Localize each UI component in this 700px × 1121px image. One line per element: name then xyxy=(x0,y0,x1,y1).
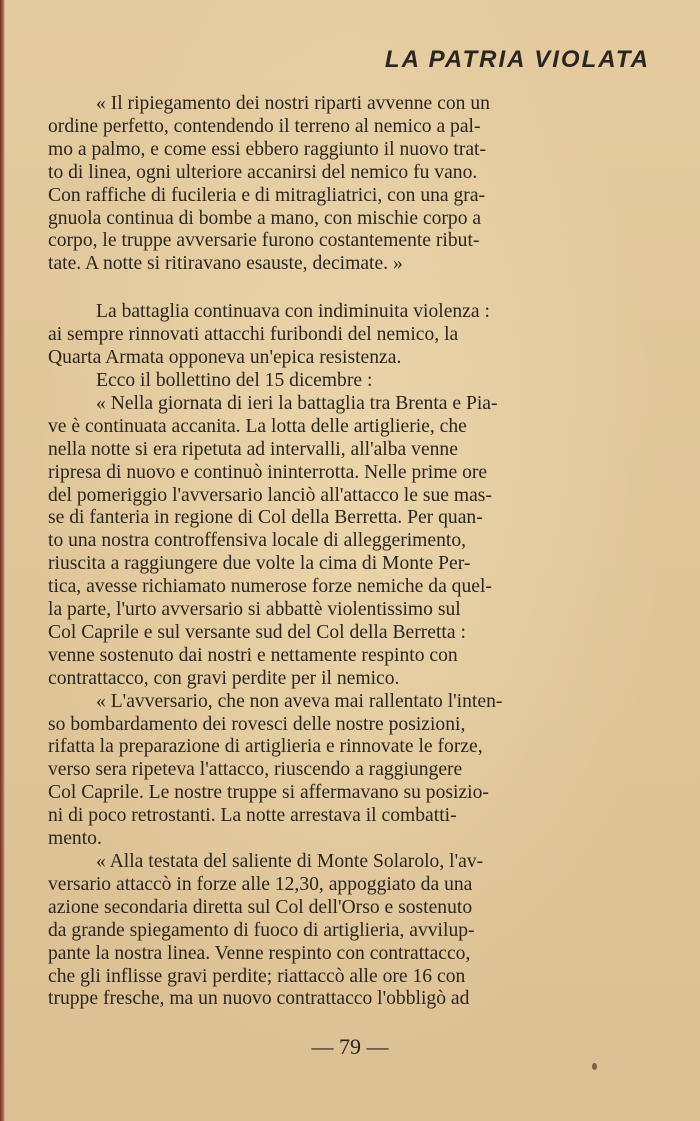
text-line: Col Caprile. Le nostre truppe si affermavano su posizio- xyxy=(48,782,489,804)
paragraph xyxy=(48,851,650,1011)
text-line: « Il ripiegamento dei nostri riparti avvenne con un xyxy=(96,93,490,114)
text-line: tica, avesse richiamato numerose forze nemiche da quel- xyxy=(48,576,492,598)
text-line: la parte, l'urto avversario si abbattè violentissimo sul xyxy=(48,599,461,621)
text-line: truppe fresche, ma un nuovo contrattacco l'obbligò ad xyxy=(48,988,470,1010)
text-line: azione secondaria diretta sul Col dell'Orso e sostenuto xyxy=(48,896,473,918)
binding-edge xyxy=(0,0,5,1121)
text-line: ordine perfetto, contendendo il terreno al nemico a pal- xyxy=(48,115,481,137)
text-line: mo a palmo, e come essi ebbero raggiunto il nuovo trat- xyxy=(48,138,487,160)
text-line: Col Caprile e sul versante sud del Col della Berretta : xyxy=(48,621,466,643)
running-head: LA PATRIA VIOLATA xyxy=(384,46,650,73)
text-line: ni di poco retrostanti. La notte arrestava il combatti- xyxy=(48,805,457,827)
text-line: « L'avversario, che non aveva mai rallentato l'inten- xyxy=(96,690,503,712)
text-line: riuscita a raggiungere due volte la cima di Monte Per- xyxy=(48,553,471,575)
text-line: tate. A notte si ritiravano esauste, decimate. » xyxy=(48,253,403,275)
text-line: del pomeriggio l'avversario lanciò all'attacco le sue mas- xyxy=(48,484,492,506)
text-line: to di linea, ogni ulteriore accanirsi del nemico fu vano. xyxy=(48,161,478,183)
text-line: verso sera ripeteva l'attacco, riuscendo a raggiungere xyxy=(48,759,463,781)
text-line: nella notte si era ripetuta ad intervalli, all'alba venne xyxy=(48,438,458,460)
text-line: versario attaccò in forze alle 12,30, appoggiato da una xyxy=(48,873,473,895)
text-line: ve è continuata accanita. La lotta delle artiglierie, che xyxy=(48,415,467,437)
text-line: mento. xyxy=(48,828,102,850)
text-line: ripresa di nuovo e continuò ininterrotta. Nelle prime ore xyxy=(48,461,488,483)
paper-speck xyxy=(592,1063,597,1070)
text-line: rifatta la preparazione di artiglieria e rinnovate le forze, xyxy=(48,736,483,758)
text-line: gnuola continua di bombe a mano, con mischie corpo a xyxy=(48,207,482,229)
text-line: « Alla testata del saliente di Monte Solarolo, l'av- xyxy=(96,851,484,872)
paragraph xyxy=(48,393,650,691)
text-line: corpo, le truppe avversarie furono costantemente ribut- xyxy=(48,230,480,252)
text-line: Con raffiche di fucileria e di mitragliatrici, con una gra- xyxy=(48,184,486,206)
paragraph xyxy=(48,301,650,370)
body-text xyxy=(48,93,650,1011)
text-line: se di fanteria in regione di Col della Berretta. Per quan- xyxy=(48,507,483,529)
text-line: pante la nostra linea. Venne respinto con contrattacco, xyxy=(48,942,471,964)
text-line: La battaglia continuava con indiminuita violenza : xyxy=(96,301,490,323)
text-line: Quarta Armata opponeva un'epica resistenza. xyxy=(48,347,402,369)
text-line: Ecco il bollettino del 15 dicembre : xyxy=(96,369,373,391)
text-line: contrattacco, con gravi perdite per il nemico. xyxy=(48,667,400,689)
text-line: to una nostra controffensiva locale di alleggerimento, xyxy=(48,530,467,552)
paragraph xyxy=(48,93,650,276)
text-line: che gli inflisse gravi perdite; riattaccò alle ore 16 con xyxy=(48,965,466,987)
text-line: so bombardamento dei rovesci delle nostre posizioni, xyxy=(48,713,466,735)
text-line: ai sempre rinnovati attacchi furibondi del nemico, la xyxy=(48,324,459,346)
paragraph-gap xyxy=(48,276,650,301)
paragraph xyxy=(48,691,650,851)
text-line: da grande spiegamento di fuoco di artiglieria, avvilup- xyxy=(48,919,475,941)
page-number: — 79 — xyxy=(311,1034,389,1059)
text-line: venne sostenuto dai nostri e nettamente respinto con xyxy=(48,644,458,666)
text-line: « Nella giornata di ieri la battaglia tra Brenta e Pia- xyxy=(96,392,498,414)
paragraph xyxy=(48,370,650,393)
